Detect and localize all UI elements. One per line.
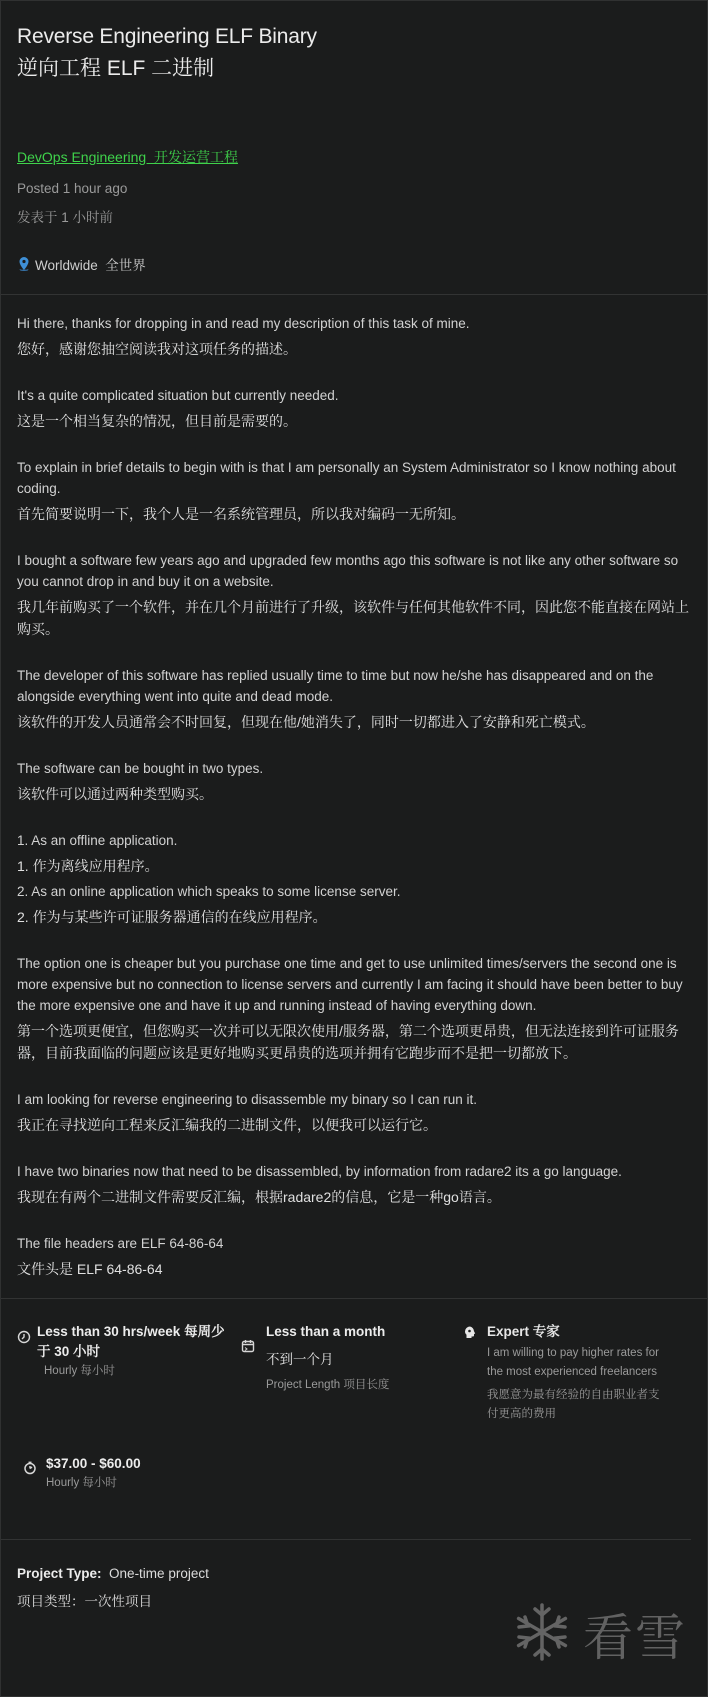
project-length xyxy=(266,1322,436,1395)
description-paragraph-zh: 我正在寻找逆向工程来反汇编我的二进制文件，以便我可以运行它。 xyxy=(17,1117,437,1133)
hourly-rate xyxy=(46,1454,246,1493)
paragraph-gap xyxy=(17,640,691,665)
job-title-en: Reverse Engineering ELF Binary xyxy=(17,25,317,48)
project-length-title: Less than a month xyxy=(266,1324,386,1339)
description-paragraph-zh: 我几年前购买了一个软件，并在几个月前进行了升级，该软件与任何其他软件不同，因此您不能直接在网站上购买。 xyxy=(17,599,689,637)
description-paragraph-en: The software can be bought in two types. xyxy=(17,761,264,776)
description-paragraph-zh: 这是一个相当复杂的情况，但目前是需要的。 xyxy=(17,413,297,429)
expert-brain-icon xyxy=(463,1325,477,1339)
paragraph-gap xyxy=(17,360,691,385)
job-title-zh: 逆向工程 ELF 二进制 xyxy=(17,57,215,80)
clock-icon xyxy=(17,1330,31,1344)
project-length-sub: Project Length 项目长度 xyxy=(266,1379,390,1391)
description-paragraph-en: To explain in brief details to begin with is that I am personally an System Administrator so I know nothing about coding. xyxy=(17,460,676,496)
paragraph-gap xyxy=(17,1208,691,1233)
location-label: Worldwide 全世界 xyxy=(35,258,146,273)
experience-level xyxy=(487,1322,687,1424)
hourly-rate-value: $37.00 - $60.00 xyxy=(46,1456,141,1471)
location xyxy=(17,254,691,274)
job-meta xyxy=(1,1299,707,1539)
description-paragraph-zh: 1. 作为离线应用程序。 xyxy=(17,858,159,874)
description-paragraph-en: I am looking for reverse engineering to disassemble my binary so I can run it. xyxy=(17,1092,477,1107)
experience-level-title: Expert 专家 xyxy=(487,1324,560,1339)
description-paragraph-zh: 该软件的开发人员通常会不时回复，但现在他/她消失了，同时一切都进入了安静和死亡模式。 xyxy=(17,714,595,730)
job-header xyxy=(1,1,707,274)
location-pin-icon xyxy=(17,256,31,272)
experience-level-zh: 我愿意为最有经验的自由职业者支付更高的费用 xyxy=(487,1389,660,1420)
description-paragraph-zh: 您好，感谢您抽空阅读我对这项任务的描述。 xyxy=(17,341,297,357)
posted-time-zh: 发表于 1 小时前 xyxy=(17,210,114,225)
project-type-value: One-time project xyxy=(109,1566,209,1581)
watermark-text: 看雪 xyxy=(583,1609,687,1667)
description-paragraph-zh: 第一个选项更便宜，但您购买一次并可以无限次使用/服务器，第二个选项更昂贵，但无法连接到许可证服务器，目前我面临的问题应该是更好地购买更昂贵的选项并拥有它跑步而不是把一切都放下。 xyxy=(17,1023,679,1061)
description-paragraph-zh: 首先简要说明一下，我个人是一名系统管理员，所以我对编码一无所知。 xyxy=(17,506,465,522)
project-length-zh: 不到一个月 xyxy=(266,1352,334,1367)
description-paragraph-zh: 2. 作为与某些许可证服务器通信的在线应用程序。 xyxy=(17,909,327,925)
workload xyxy=(37,1322,237,1381)
description-paragraph-zh: 文件头是 ELF 64-86-64 xyxy=(17,1261,163,1277)
paragraph-gap xyxy=(17,805,691,830)
paragraph-gap xyxy=(17,432,691,457)
posted-time-en: Posted 1 hour ago xyxy=(17,181,128,196)
description-paragraph-en: I have two binaries now that need to be disassembled, by information from radare2 its a go language. xyxy=(17,1164,622,1179)
description-paragraph-zh: 我现在有两个二进制文件需要反汇编，根据radare2的信息，它是一种go语言。 xyxy=(17,1189,501,1205)
paragraph-gap xyxy=(17,1064,691,1089)
description-paragraph-en: Hi there, thanks for dropping in and read my description of this task of mine. xyxy=(17,316,470,331)
description-paragraph-en: The file headers are ELF 64-86-64 xyxy=(17,1236,224,1251)
workload-sub: Hourly 每小时 xyxy=(44,1365,115,1377)
watermark xyxy=(509,1598,687,1670)
workload-title: Less than 30 hrs/week 每周少于 30 小时 xyxy=(37,1324,225,1359)
project-type-zh: 项目类型：一次性项目 xyxy=(17,1594,152,1609)
description-paragraph-en: The option one is cheaper but you purchase one time and get to use unlimited times/servers the second one is more expensive but no connection to license servers and currently I am facing it should have been better to buy the more expensive one and have it up and running instead of having everything down. xyxy=(17,956,683,1013)
description-paragraph-en: The developer of this software has replied usually time to time but now he/she has disappeared and on the alongside everything went into quite and dead mode. xyxy=(17,668,654,704)
description-paragraph-zh: 该软件可以通过两种类型购买。 xyxy=(17,786,213,802)
paragraph-gap xyxy=(17,928,691,953)
timer-icon xyxy=(23,1461,37,1475)
snowflake-logo-icon xyxy=(509,1599,575,1670)
description-paragraph-en: 1. As an offline application. xyxy=(17,833,178,848)
experience-level-desc: I am willing to pay higher rates for the most experienced freelancers xyxy=(487,1347,659,1378)
category-link[interactable]: DevOps Engineering 开发运营工程 xyxy=(17,149,238,165)
hourly-rate-sub: Hourly 每小时 xyxy=(46,1477,117,1489)
calendar-icon xyxy=(241,1339,255,1353)
paragraph-gap xyxy=(17,733,691,758)
paragraph-gap xyxy=(17,1136,691,1161)
paragraph-gap xyxy=(17,525,691,550)
project-type-label: Project Type: xyxy=(17,1566,102,1581)
job-description xyxy=(1,295,707,1298)
description-paragraph-en: 2. As an online application which speaks to some license server. xyxy=(17,884,401,899)
description-paragraph-en: I bought a software few years ago and upgraded few months ago this software is not like any other software so you cannot drop in and buy it on a website. xyxy=(17,553,679,589)
description-paragraph-en: It's a quite complicated situation but currently needed. xyxy=(17,388,339,403)
